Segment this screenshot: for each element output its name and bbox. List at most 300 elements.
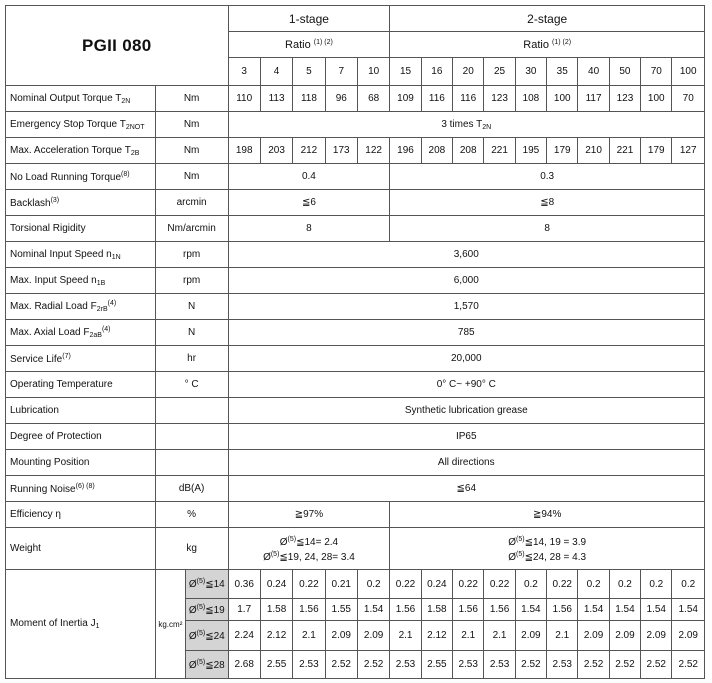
value-cell: [453, 570, 484, 599]
label-text: Weight: [10, 543, 41, 554]
unit-text: N: [187, 301, 196, 312]
unit-cell: [155, 346, 228, 372]
value-cell: [293, 651, 325, 679]
value-text: 221: [491, 145, 508, 156]
label-text: Moment of Inertia J: [10, 618, 96, 629]
value-cell: [421, 570, 452, 599]
value-cell: [357, 138, 389, 164]
weight-text: ≦24, 28 = 4.3: [524, 551, 587, 563]
value-cell: [228, 570, 260, 599]
diameter-symbol: Ø: [508, 536, 517, 548]
ratio-number: 40: [588, 66, 600, 77]
value-text: 1.56: [299, 604, 319, 615]
value-text: 123: [616, 93, 634, 104]
value-cell: [609, 599, 640, 621]
value-text: 1.54: [615, 604, 635, 615]
value-text: 0.22: [458, 578, 478, 590]
ratio-header-1: [228, 32, 390, 58]
value-cell: [578, 86, 609, 112]
row-label-torsional_rigidity: [6, 216, 156, 242]
value-cell: [421, 651, 452, 679]
ratio-value: [421, 58, 452, 86]
label-footnote: (3): [50, 196, 60, 204]
label-text: Max. Radial Load F: [10, 301, 97, 312]
table-row: [6, 268, 705, 294]
value-text: 2.52: [583, 659, 604, 670]
unit-text: Nm: [183, 145, 200, 156]
inertia-shaft-limit: [186, 570, 228, 599]
value-cell: [515, 138, 546, 164]
value-text: 122: [365, 145, 382, 156]
value-subscript: 2N: [482, 123, 492, 131]
row-label-moment-of-inertia: [6, 570, 156, 679]
label-text: Max. Input Speed n: [10, 274, 97, 286]
value-text: 68: [368, 93, 380, 104]
value-cell: [325, 599, 357, 621]
value-text: 3 times T: [441, 118, 483, 130]
label-subscript: 1N: [111, 253, 121, 261]
unit-cell: [155, 372, 228, 398]
stage-1-value: [228, 502, 390, 528]
table-row: [6, 242, 705, 268]
value-cell: [390, 570, 421, 599]
value-cell: [609, 651, 640, 679]
value-text: 1.58: [266, 604, 287, 615]
value-text: 127: [679, 145, 697, 156]
value-cell: [484, 599, 515, 621]
value-cell: [293, 570, 325, 599]
value-text: 116: [428, 93, 445, 104]
value-cell: [421, 86, 452, 112]
value-cell: [672, 621, 705, 651]
unit-text: kg.cm²: [158, 619, 183, 629]
value-cell: [293, 138, 325, 164]
value-text: 196: [397, 145, 414, 156]
stage-2-value: [390, 216, 705, 242]
table-row: [6, 6, 705, 32]
limit-text: ≦24: [205, 630, 225, 642]
row-label-no_load_running_torque: [6, 164, 156, 190]
value-cell: [547, 138, 578, 164]
value-text: 179: [647, 145, 665, 156]
ratio-number: 100: [679, 66, 697, 77]
value-cell: [260, 86, 292, 112]
value-cell: [390, 138, 421, 164]
ratio-number: 16: [431, 66, 443, 77]
ratio-value: [325, 58, 357, 86]
value-text: 2.12: [266, 630, 287, 641]
label-text: Service Life: [10, 353, 63, 365]
value-text: 118: [300, 93, 317, 104]
value-text: 2.52: [646, 659, 666, 670]
label-subscript: 1: [95, 623, 100, 630]
label-text: Nominal Input Speed n: [10, 248, 112, 260]
row-label-service_life: [6, 346, 156, 372]
value-cell: [228, 294, 704, 320]
unit-cell: [155, 294, 228, 320]
value-cell: [228, 320, 704, 346]
value-text: 1.54: [583, 604, 604, 615]
weight-value: [390, 528, 705, 570]
value-text: 1.56: [489, 604, 510, 615]
value-text: 2.52: [331, 659, 351, 670]
unit-cell: [155, 216, 228, 242]
unit-cell: [155, 502, 228, 528]
ratio-number: 5: [306, 66, 312, 77]
label-text: Lubrication: [10, 405, 59, 416]
value-text: 2.55: [427, 659, 447, 670]
value-cell: [390, 599, 421, 621]
value-cell: [609, 138, 640, 164]
value-cell: [641, 651, 672, 679]
unit-text: Nm/arcmin: [167, 223, 216, 234]
label-text: Mounting Position: [10, 457, 90, 468]
value-cell: [293, 599, 325, 621]
stage-1-value: [228, 216, 390, 242]
unit-cell: [155, 138, 228, 164]
stage-2-value: [390, 502, 705, 528]
diameter-symbol: Ø: [188, 579, 197, 590]
ratio-value: [578, 58, 609, 86]
value-cell: [228, 86, 260, 112]
label-text: Nominal Output Torque T: [10, 92, 122, 104]
footnote: (5): [196, 658, 206, 666]
value-text: 116: [460, 93, 477, 104]
value-cell: [228, 621, 260, 651]
value-text: 1.55: [331, 604, 351, 615]
value-cell: [578, 651, 609, 679]
unit-text: dB(A): [178, 483, 205, 494]
label-text: Running Noise: [10, 483, 76, 495]
value-text: 1.54: [678, 604, 698, 615]
ratio-number: 70: [650, 66, 662, 77]
value-text: 2.53: [458, 659, 478, 670]
value-text: 173: [332, 145, 350, 156]
value-cell: [641, 599, 672, 621]
label-text: No Load Running Torque: [10, 171, 122, 183]
table-row: [6, 190, 705, 216]
table-row: [6, 294, 705, 320]
footnote: (5): [516, 550, 525, 558]
unit-cell: [155, 320, 228, 346]
unit-cell: [155, 164, 228, 190]
value-text: IP65: [455, 431, 477, 442]
value-text: 2.12: [427, 630, 447, 641]
value-text: Synthetic lubrication grease: [404, 405, 528, 416]
footnote: (5): [196, 629, 206, 637]
value-cell: [609, 86, 640, 112]
row-label-weight: [6, 528, 156, 570]
weight-line: [231, 549, 388, 564]
ratio-number: 35: [556, 66, 568, 77]
limit-text: ≦28: [205, 659, 225, 671]
value-cell: [672, 138, 705, 164]
value-text: 1.56: [552, 604, 572, 615]
value-cell: [641, 138, 672, 164]
value-cell: [228, 372, 704, 398]
ratio-number: 30: [525, 66, 537, 77]
value-text: 2.52: [363, 659, 384, 670]
value-cell: [228, 268, 704, 294]
value-text: 109: [397, 93, 414, 104]
value-cell: [421, 599, 452, 621]
stage-1-value: [228, 164, 390, 190]
ratio-number: 10: [368, 66, 380, 77]
label-text: Emergency Stop Torque T: [10, 118, 126, 130]
value-text: 6,000: [453, 275, 479, 286]
value-cell: [228, 242, 704, 268]
value-text: 2.52: [615, 659, 635, 670]
ratio-value: [453, 58, 484, 86]
value-cell: [641, 621, 672, 651]
ratio-value: [260, 58, 292, 86]
value-text: 0.2: [523, 578, 538, 590]
value-text: 0.22: [395, 578, 416, 590]
stage-2-value: [390, 190, 705, 216]
footnote: (5): [516, 535, 525, 543]
value-cell: [578, 138, 609, 164]
unit-cell: [155, 528, 228, 570]
value-cell: [515, 651, 546, 679]
value-cell: [325, 651, 357, 679]
value-text: 123: [491, 93, 508, 104]
value-text: 108: [522, 93, 540, 104]
ratio-number: 50: [619, 66, 631, 77]
value-cell: [515, 599, 546, 621]
diameter-symbol: Ø: [279, 536, 288, 548]
label-footnote: (4): [107, 300, 117, 307]
footnote: (5): [196, 603, 206, 611]
value-cell: [228, 346, 704, 372]
footnote: (5): [270, 550, 280, 558]
unit-cell: [155, 268, 228, 294]
value-text: 2.1: [398, 630, 413, 641]
spec-table: [5, 5, 705, 679]
unit-text: Nm: [183, 171, 200, 182]
value-text: 2.09: [363, 630, 384, 641]
label-subscript: 2rB: [96, 306, 108, 313]
value-text: 70: [682, 93, 694, 104]
weight-text: ≦14= 2.4: [296, 536, 339, 548]
value-text: 0.22: [489, 578, 510, 590]
value-cell: [578, 599, 609, 621]
label-text: Efficiency η: [10, 509, 61, 520]
limit-text: ≦19: [205, 604, 225, 616]
value-text: 0° C~ +90° C: [436, 379, 496, 390]
value-cell: [484, 570, 515, 599]
value-text: 208: [428, 145, 446, 156]
ratio-header-2: [390, 32, 705, 58]
row-label-operating_temperature: [6, 372, 156, 398]
value-cell: [547, 599, 578, 621]
value-cell: [453, 599, 484, 621]
value-text: 212: [300, 145, 318, 156]
stage-1-header: [228, 6, 390, 32]
weight-text: ≦19, 24, 28= 3.4: [279, 551, 355, 563]
value-cell: [228, 599, 260, 621]
label-subscript: 2B: [130, 149, 140, 157]
value-text: 1,570: [453, 301, 479, 312]
label-footnote: (6) (8): [75, 482, 95, 490]
value-text: 785: [457, 327, 475, 338]
value-cell: [672, 86, 705, 112]
weight-line: [392, 549, 702, 564]
value-cell: [293, 621, 325, 651]
value-text: 2.55: [266, 659, 287, 670]
value-cell: [453, 651, 484, 679]
value-cell: [453, 86, 484, 112]
value-cell: [293, 86, 325, 112]
row-label-nominal_input_speed: [6, 242, 156, 268]
value-cell: [421, 138, 452, 164]
value-text: 0.2: [617, 578, 632, 590]
value-cell: [228, 398, 704, 424]
value-text: 2.53: [552, 659, 572, 670]
row-label-max_axial_load: [6, 320, 156, 346]
value-text: 0.36: [234, 578, 254, 590]
label-subscript: 1B: [96, 279, 106, 287]
ratio-value: [228, 58, 260, 86]
label-footnote: (8): [121, 170, 130, 178]
value-cell: [325, 621, 357, 651]
value-cell: [228, 138, 260, 164]
value-cell: [325, 138, 357, 164]
unit-cell: [155, 86, 228, 112]
ratio-number: 7: [338, 66, 345, 77]
ratio-label: Ratio: [523, 38, 549, 51]
ratio-value: [547, 58, 578, 86]
table-row: [6, 398, 705, 424]
value-text: 210: [585, 145, 602, 156]
unit-text: ° C: [184, 379, 199, 390]
label-text: Torsional Rigidity: [10, 223, 86, 234]
ratio-number: 3: [241, 66, 247, 77]
inertia-shaft-limit: [186, 621, 228, 651]
unit-cell: [155, 450, 228, 476]
table-row: [6, 138, 705, 164]
row-label-backlash: [6, 190, 156, 216]
value-cell: [578, 570, 609, 599]
unit-cell: [155, 242, 228, 268]
value-cell: [390, 86, 421, 112]
value-text: 96: [335, 93, 347, 104]
value-cell: [641, 570, 672, 599]
unit-cell: [155, 112, 228, 138]
value-cell: [484, 138, 515, 164]
ratio-value: [293, 58, 325, 86]
limit-text: ≦14: [205, 579, 225, 590]
value-text: 8: [306, 223, 312, 234]
value-cell: [672, 599, 705, 621]
value-text: 208: [459, 145, 477, 156]
value-text: ≧94%: [532, 509, 562, 520]
value-cell: [228, 112, 704, 138]
value-cell: [228, 450, 704, 476]
stage-label: 1-stage: [288, 11, 329, 26]
value-text: 2.09: [646, 630, 666, 641]
value-text: 0.2: [649, 578, 664, 590]
value-text: 2.1: [492, 630, 507, 641]
value-text: 100: [647, 93, 665, 104]
value-text: 8: [544, 223, 550, 234]
row-label-nominal_output_torque: [6, 86, 156, 112]
value-text: 3,600: [453, 249, 479, 260]
value-text: 0.2: [681, 578, 696, 590]
label-text: Degree of Protection: [10, 431, 102, 442]
value-cell: [547, 86, 578, 112]
value-text: 2.68: [234, 659, 254, 670]
unit-text: hr: [187, 353, 197, 364]
value-text: 2.1: [461, 630, 476, 641]
table-row: [6, 112, 705, 138]
value-text: 2.53: [299, 659, 319, 670]
ratio-value: [641, 58, 672, 86]
ratio-footnote: (1) (2): [313, 38, 333, 46]
table-row: [6, 528, 705, 570]
unit-text: arcmin: [176, 197, 207, 208]
value-text: 0.24: [266, 578, 287, 590]
value-text: 2.09: [521, 630, 541, 641]
label-subscript: 2NOT: [125, 123, 145, 131]
value-cell: [325, 86, 357, 112]
table-row: [6, 570, 705, 599]
value-cell: [260, 138, 292, 164]
value-text: 0.22: [552, 578, 572, 590]
value-text: 20,000: [450, 353, 482, 364]
value-text: ≦6: [301, 197, 316, 208]
unit-text: rpm: [182, 249, 201, 260]
value-text: 2.52: [521, 659, 541, 670]
model-name: PGII 080: [82, 35, 152, 55]
row-label-max_acceleration_torque: [6, 138, 156, 164]
weight-line: [392, 534, 702, 549]
ratio-value: [672, 58, 705, 86]
value-text: 2.09: [678, 630, 698, 641]
value-text: 1.7: [237, 604, 252, 615]
value-text: 1.56: [395, 604, 416, 615]
value-text: 0.2: [366, 578, 381, 590]
value-text: 1.58: [427, 604, 447, 615]
model-title: [6, 6, 229, 86]
ratio-number: 4: [273, 66, 280, 77]
value-text: 1.56: [458, 604, 478, 615]
ratio-value: [390, 58, 421, 86]
value-text: 2.09: [331, 630, 351, 641]
row-label-max_radial_load: [6, 294, 156, 320]
weight-line: [231, 534, 388, 549]
value-cell: [357, 621, 389, 651]
value-text: 0.21: [331, 578, 351, 590]
ratio-value: [609, 58, 640, 86]
value-text: 110: [236, 93, 253, 104]
value-cell: [260, 599, 292, 621]
table-row: [6, 164, 705, 190]
value-text: 0.22: [299, 578, 319, 590]
value-text: ≧97%: [294, 509, 324, 520]
diameter-symbol: Ø: [508, 551, 517, 563]
value-cell: [515, 621, 546, 651]
unit-text: N: [187, 327, 196, 338]
row-label-max_input_speed: [6, 268, 156, 294]
value-cell: [672, 651, 705, 679]
diameter-symbol: Ø: [263, 551, 271, 563]
unit-cell: [155, 398, 228, 424]
value-text: 2.09: [615, 630, 635, 641]
label-subscript: 2N: [121, 97, 131, 105]
label-footnote: (7): [62, 352, 71, 360]
value-cell: [484, 621, 515, 651]
row-label-lubrication: [6, 398, 156, 424]
